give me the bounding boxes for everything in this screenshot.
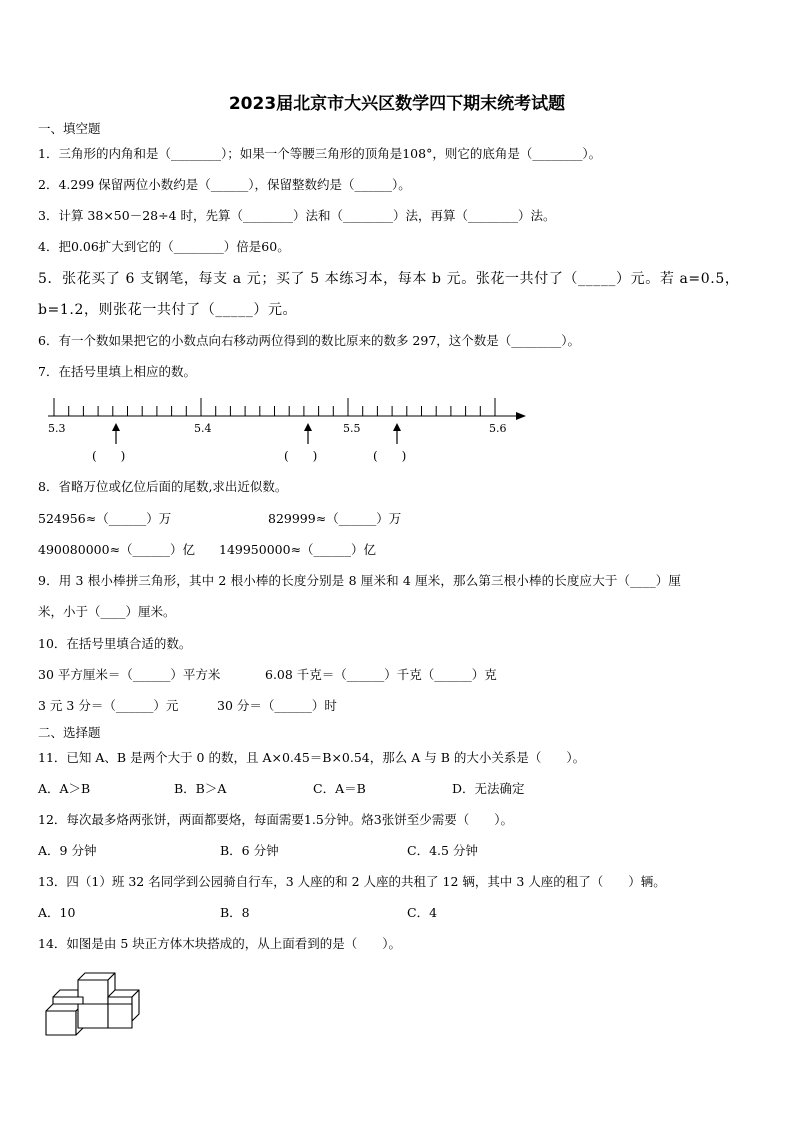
question-10-item-b: 6.08 千克＝（______）千克（______）克 bbox=[265, 667, 497, 682]
question-10-item-d: 30 分＝（______）时 bbox=[217, 698, 337, 713]
up-arrow-icon bbox=[112, 423, 120, 444]
up-arrow-icon bbox=[304, 423, 312, 444]
question-6: 6．有一个数如果把它的小数点向右移动两位得到的数比原来的数多 297，这个数是（________）。 bbox=[38, 333, 581, 348]
page-title: 2023届北京市大兴区数学四下期末统考试题 bbox=[228, 94, 566, 114]
question-5-line-2: b=1.2，则张花一共付了（_____）元。 bbox=[38, 302, 298, 318]
question-9-line-1: 9．用 3 根小棒拼三角形，其中 2 根小棒的长度分别是 8 厘米和 4 厘米，那么第三根小棒的长度应大于（____）厘 bbox=[38, 573, 682, 588]
cubes-figure bbox=[40, 966, 150, 1041]
q13-option-a: A．10 bbox=[38, 905, 76, 920]
question-3: 3．计算 38×50－28÷4 时，先算（________）法和（________）法，再算（________）法。 bbox=[38, 208, 556, 223]
cube-front-middle bbox=[78, 1004, 108, 1028]
cube-back-left bbox=[53, 990, 83, 1004]
answer-blank: ( ) bbox=[92, 449, 126, 463]
question-8-item-d: 149950000≈（______）亿 bbox=[219, 542, 377, 557]
answer-blank: ( ) bbox=[284, 449, 318, 463]
question-5-line-1: 5．张花买了 6 支钢笔，每支 a 元；买了 5 本练习本，每本 b 元。张花一共付了（_____）元。若 a=0.5， bbox=[38, 271, 740, 287]
section-heading-multiple-choice: 二、选择题 bbox=[38, 725, 101, 740]
q11-option-d: D．无法确定 bbox=[452, 781, 525, 796]
axis-arrowhead-icon bbox=[516, 412, 526, 420]
question-7: 7．在括号里填上相应的数。 bbox=[38, 364, 196, 379]
question-10-item-c: 3 元 3 分＝（______）元 bbox=[38, 698, 179, 713]
question-10: 10．在括号里填合适的数。 bbox=[38, 636, 192, 651]
cube-front-right bbox=[108, 1004, 132, 1028]
question-8: 8．省略万位或亿位后面的尾数,求出近似数。 bbox=[38, 479, 288, 494]
q12-option-a: A．9 分钟 bbox=[38, 843, 97, 858]
question-10-item-a: 30 平方厘米＝（______）平方米 bbox=[38, 667, 221, 682]
q11-option-b: B．B＞A bbox=[174, 781, 227, 796]
question-9-line-2: 米，小于（____）厘米。 bbox=[38, 604, 176, 619]
question-11: 11．已知 A、B 是两个大于 0 的数，且 A×0.45＝B×0.54，那么 A 与 B 的大小关系是（ ）。 bbox=[38, 750, 586, 765]
tick-label-5-3: 5.3 bbox=[48, 422, 66, 435]
q12-option-b: B．6 分钟 bbox=[220, 843, 279, 858]
question-14: 14．如图是由 5 块正方体木块搭成的，从上面看到的是（ ）。 bbox=[38, 936, 402, 951]
question-13: 13．四（1）班 32 名同学到公园骑自行车，3 人座的和 2 人座的共租了 12 辆，其中 3 人座的租了（ ）辆。 bbox=[38, 874, 666, 889]
section-heading-fill-blank: 一、填空题 bbox=[38, 121, 101, 136]
question-1: 1．三角形的内角和是（________）；如果一个等腰三角形的顶角是108°，则它的底角是（________）。 bbox=[38, 146, 602, 161]
number-line-axis bbox=[48, 412, 526, 420]
tick-label-5-6: 5.6 bbox=[489, 422, 507, 435]
tick-label-5-5: 5.5 bbox=[343, 422, 361, 435]
q11-option-c: C．A＝B bbox=[313, 781, 366, 796]
q11-option-a: A．A＞B bbox=[38, 781, 91, 796]
question-8-item-c: 490080000≈（______）亿 bbox=[38, 542, 196, 557]
question-12: 12．每次最多烙两张饼，两面都要烙，每面需要1.5分钟。烙3张饼至少需要（ ）。 bbox=[38, 812, 513, 827]
tick-label-5-4: 5.4 bbox=[194, 422, 212, 435]
question-8-item-b: 829999≈（______）万 bbox=[268, 511, 402, 526]
cube-front-left bbox=[46, 1004, 83, 1035]
q12-option-c: C．4.5 分钟 bbox=[407, 843, 478, 858]
question-4: 4．把0.06扩大到它的（________）倍是60。 bbox=[38, 239, 290, 254]
answer-blank: ( ) bbox=[373, 449, 407, 463]
question-2: 2．4.299 保留两位小数约是（______），保留整数约是（______）。 bbox=[38, 177, 411, 192]
question-8-item-a: 524956≈（______）万 bbox=[38, 511, 172, 526]
q13-option-b: B．8 bbox=[220, 905, 250, 920]
up-arrow-icon bbox=[393, 423, 401, 444]
number-line-ticks bbox=[54, 398, 495, 416]
q13-option-c: C．4 bbox=[407, 905, 438, 920]
number-line-figure bbox=[40, 392, 540, 470]
